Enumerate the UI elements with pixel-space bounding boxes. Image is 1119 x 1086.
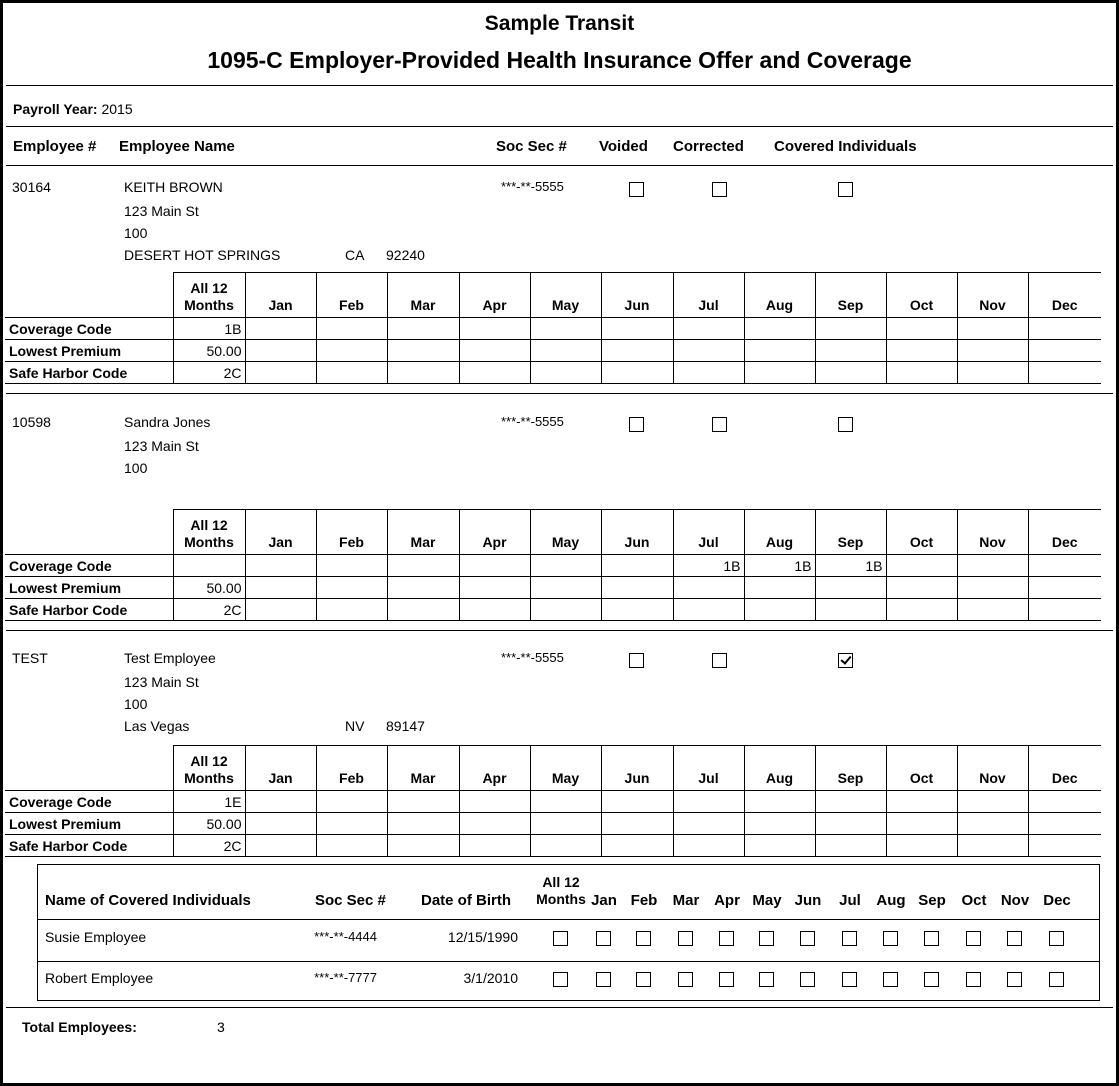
grid-header-month: Aug: [744, 746, 815, 791]
grid-header-month: Jul: [673, 510, 744, 555]
grid-cell-month: [387, 813, 459, 835]
voided-checkbox[interactable]: [629, 653, 644, 668]
grid-cell-month: [387, 318, 459, 340]
grid-header-month: Sep: [815, 746, 886, 791]
cov-month-checkbox[interactable]: [678, 972, 693, 987]
grid-cell-month: [673, 599, 744, 621]
employee-address2: 100: [124, 460, 148, 476]
grid-header-month: Mar: [387, 510, 459, 555]
grid-cell-month: [387, 340, 459, 362]
grid-cell-month: [316, 813, 387, 835]
grid-cell-month: [886, 835, 957, 857]
grid-header-month: Jun: [601, 510, 673, 555]
company-name: Sample Transit: [484, 12, 635, 35]
grid-cell-month: [1028, 340, 1101, 362]
grid-cell-month: [1028, 791, 1101, 813]
grid-header-month: Apr: [459, 510, 530, 555]
cov-header-month: Mar: [672, 892, 700, 909]
employee-name: KEITH BROWN: [124, 179, 223, 195]
grid-cell-month: [957, 599, 1028, 621]
cov-header-month: Apr: [714, 892, 740, 909]
grid-cell-month: [601, 599, 673, 621]
grid-cell-month: [601, 362, 673, 384]
payroll-year-row: [13, 101, 133, 117]
grid-cell-month: [459, 318, 530, 340]
col-header-employee-num: Employee #: [13, 138, 97, 155]
coverage-grid: [5, 745, 1101, 857]
grid-cell-all12: 1E: [173, 791, 245, 813]
grid-cell-month: [245, 340, 316, 362]
cov-month-checkbox[interactable]: [596, 972, 611, 987]
grid-cell-month: 1B: [673, 555, 744, 577]
employee-state: CA: [345, 247, 365, 263]
grid-header-month: May: [530, 510, 601, 555]
cov-month-checkbox[interactable]: [883, 972, 898, 987]
cov-month-checkbox[interactable]: [842, 972, 857, 987]
cov-individual-dob: 12/15/1990: [447, 929, 518, 945]
grid-header-month: Dec: [1028, 510, 1101, 555]
grid-cell-month: [744, 791, 815, 813]
grid-header-month: Dec: [1028, 746, 1101, 791]
employee-zip: 92240: [386, 247, 425, 263]
employee-divider: [6, 393, 1113, 394]
employee-ssn: ***-**-5555: [501, 414, 564, 429]
payroll-year-value: 2015: [101, 101, 133, 117]
report-title: 1095-C Employer-Provided Health Insurance Offer and Coverage: [207, 47, 912, 73]
grid-row-label: Coverage Code: [5, 791, 173, 813]
cov-individual-name: Susie Employee: [45, 929, 147, 945]
grid-header-month: Sep: [815, 273, 886, 318]
grid-header-all12-line2: Months: [184, 770, 234, 786]
cov-month-checkbox[interactable]: [800, 931, 815, 946]
grid-header-blank: [5, 273, 173, 318]
grid-row: [5, 835, 1101, 857]
cov-month-checkbox[interactable]: [636, 972, 651, 987]
grid-header-month: Jun: [601, 273, 673, 318]
grid-row-label: Lowest Premium: [5, 813, 173, 835]
grid-cell-month: [459, 362, 530, 384]
total-employees-value: 3: [217, 1019, 225, 1035]
cov-header-month: Sep: [918, 892, 946, 909]
employee-ssn: ***-**-5555: [501, 179, 564, 194]
voided-checkbox[interactable]: [629, 417, 644, 432]
grid-row: [5, 340, 1101, 362]
grid-cell-month: [1028, 835, 1101, 857]
grid-cell-month: [673, 318, 744, 340]
grid-header-month: Jul: [673, 273, 744, 318]
grid-cell-month: [459, 340, 530, 362]
grid-cell-month: [673, 791, 744, 813]
cov-month-checkbox[interactable]: [596, 931, 611, 946]
grid-header-month: Feb: [316, 273, 387, 318]
grid-row-label: Safe Harbor Code: [5, 362, 173, 384]
grid-cell-month: [530, 555, 601, 577]
grid-cell-month: [245, 555, 316, 577]
cov-header-month: Dec: [1043, 892, 1071, 909]
grid-row: [5, 791, 1101, 813]
cov-header-ssn: Soc Sec #: [315, 892, 386, 909]
grid-header-month: May: [530, 273, 601, 318]
grid-cell-month: [387, 791, 459, 813]
grid-cell-month: [601, 555, 673, 577]
grid-cell-month: [815, 340, 886, 362]
grid-cell-month: [886, 362, 957, 384]
cov-month-checkbox[interactable]: [719, 931, 734, 946]
covered-individuals-checkbox[interactable]: [838, 417, 853, 432]
grid-cell-month: [957, 340, 1028, 362]
grid-cell-month: [957, 362, 1028, 384]
total-employees-label: Total Employees:: [22, 1019, 137, 1035]
grid-cell-month: [245, 362, 316, 384]
grid-header-month: Aug: [744, 510, 815, 555]
totals-divider: [6, 1007, 1113, 1008]
cov-month-checkbox[interactable]: [842, 931, 857, 946]
grid-cell-month: [744, 813, 815, 835]
grid-header-all12-line1: All 12: [190, 517, 228, 533]
grid-cell-month: [245, 599, 316, 621]
corrected-checkbox[interactable]: [712, 182, 727, 197]
grid-cell-all12: 2C: [173, 835, 245, 857]
cov-header-month: May: [752, 892, 782, 909]
cov-month-checkbox[interactable]: [719, 972, 734, 987]
employee-number: 30164: [12, 179, 51, 195]
col-header-corrected: Corrected: [673, 138, 744, 155]
cov-header-month: Oct: [961, 892, 987, 909]
cov-month-checkbox[interactable]: [1007, 972, 1022, 987]
grid-cell-month: [815, 599, 886, 621]
grid-header-month: Aug: [744, 273, 815, 318]
employee-name: Test Employee: [124, 650, 216, 666]
cov-header-month: Aug: [876, 892, 906, 909]
grid-cell-month: [886, 318, 957, 340]
covered-individuals-checkbox[interactable]: [838, 653, 853, 668]
voided-checkbox[interactable]: [629, 182, 644, 197]
grid-header-month: Jan: [245, 273, 316, 318]
cov-month-checkbox[interactable]: [759, 931, 774, 946]
grid-cell-month: [387, 555, 459, 577]
coverage-grid: [5, 272, 1101, 384]
cov-header-month: Feb: [630, 892, 658, 909]
grid-cell-month: [316, 340, 387, 362]
cov-month-checkbox[interactable]: [924, 931, 939, 946]
grid-cell-month: [459, 835, 530, 857]
grid-cell-month: [886, 340, 957, 362]
grid-cell-month: [530, 791, 601, 813]
grid-header-month: Mar: [387, 746, 459, 791]
grid-row-label: Coverage Code: [5, 555, 173, 577]
grid-cell-month: [459, 555, 530, 577]
grid-header-month: Oct: [886, 746, 957, 791]
grid-header-month: Feb: [316, 746, 387, 791]
covered-individuals-checkbox[interactable]: [838, 182, 853, 197]
cov-all12-checkbox[interactable]: [553, 931, 568, 946]
grid-cell-month: [886, 791, 957, 813]
grid-header-month: Feb: [316, 510, 387, 555]
grid-row: [5, 318, 1101, 340]
grid-cell-month: [387, 577, 459, 599]
header-divider-top: [6, 126, 1113, 127]
grid-row-label: Coverage Code: [5, 318, 173, 340]
grid-cell-month: [316, 555, 387, 577]
cov-header-month: Jan: [591, 892, 617, 909]
employee-number: TEST: [12, 650, 48, 666]
grid-cell-month: [815, 362, 886, 384]
cov-month-checkbox[interactable]: [966, 931, 981, 946]
employee-address1: 123 Main St: [124, 203, 199, 219]
grid-cell-month: [316, 599, 387, 621]
grid-header-all12: [173, 510, 245, 555]
grid-header-row: [5, 273, 1101, 318]
cov-header-divider: [38, 919, 1099, 920]
grid-cell-month: [316, 362, 387, 384]
grid-cell-month: [1028, 555, 1101, 577]
employee-name: Sandra Jones: [124, 414, 211, 430]
grid-cell-month: [387, 599, 459, 621]
corrected-checkbox[interactable]: [712, 417, 727, 432]
grid-cell-all12: 50.00: [173, 577, 245, 599]
grid-cell-month: [601, 835, 673, 857]
cov-header-month: Jun: [794, 892, 822, 909]
grid-cell-month: [601, 791, 673, 813]
grid-cell-month: [744, 599, 815, 621]
grid-header-month: Jul: [673, 746, 744, 791]
grid-cell-month: [886, 577, 957, 599]
cov-individual-ssn: ***-**-4444: [314, 929, 377, 944]
grid-cell-month: [886, 599, 957, 621]
grid-cell-all12: 1B: [173, 318, 245, 340]
grid-cell-all12: 50.00: [173, 340, 245, 362]
grid-header-month: Nov: [957, 273, 1028, 318]
grid-cell-month: [316, 577, 387, 599]
grid-cell-month: [530, 599, 601, 621]
employee-zip: 89147: [386, 718, 425, 734]
cov-month-checkbox[interactable]: [678, 931, 693, 946]
cov-month-checkbox[interactable]: [759, 972, 774, 987]
grid-header-blank: [5, 510, 173, 555]
grid-cell-month: [744, 835, 815, 857]
grid-cell-month: [530, 318, 601, 340]
col-header-covered-individuals: Covered Individuals: [774, 138, 917, 155]
employee-city: Las Vegas: [124, 718, 190, 734]
payroll-year-label: Payroll Year:: [13, 101, 98, 117]
grid-header-row: [5, 510, 1101, 555]
grid-header-month: Oct: [886, 273, 957, 318]
grid-cell-month: [316, 318, 387, 340]
grid-cell-month: [673, 362, 744, 384]
cov-header-name: Name of Covered Individuals: [45, 892, 251, 909]
employee-address2: 100: [124, 696, 148, 712]
grid-row: [5, 577, 1101, 599]
grid-header-blank: [5, 746, 173, 791]
grid-cell-month: [530, 813, 601, 835]
grid-cell-month: [1028, 813, 1101, 835]
title-divider: [6, 85, 1113, 86]
employee-city: DESERT HOT SPRINGS: [124, 247, 281, 263]
grid-cell-month: [673, 813, 744, 835]
grid-cell-month: [957, 318, 1028, 340]
grid-header-month: Oct: [886, 510, 957, 555]
cov-month-checkbox[interactable]: [800, 972, 815, 987]
grid-header-all12-line2: Months: [184, 534, 234, 550]
grid-cell-month: [886, 813, 957, 835]
grid-cell-all12: 2C: [173, 362, 245, 384]
grid-cell-month: [601, 318, 673, 340]
cov-month-checkbox[interactable]: [924, 972, 939, 987]
grid-cell-month: [957, 813, 1028, 835]
grid-cell-month: [459, 599, 530, 621]
cov-month-checkbox[interactable]: [883, 931, 898, 946]
grid-cell-month: [245, 835, 316, 857]
grid-header-month: Nov: [957, 510, 1028, 555]
grid-header-month: Jun: [601, 746, 673, 791]
grid-cell-month: [245, 318, 316, 340]
grid-cell-month: [530, 340, 601, 362]
cov-month-checkbox[interactable]: [966, 972, 981, 987]
grid-cell-month: [316, 835, 387, 857]
grid-cell-month: [387, 835, 459, 857]
cov-month-checkbox[interactable]: [1049, 972, 1064, 987]
grid-cell-month: [957, 577, 1028, 599]
grid-cell-month: [815, 835, 886, 857]
grid-cell-month: [601, 813, 673, 835]
grid-cell-month: [459, 577, 530, 599]
grid-header-all12-line2: Months: [184, 297, 234, 313]
grid-cell-month: [601, 340, 673, 362]
grid-cell-month: [815, 791, 886, 813]
cov-header-all12-line2: Months: [536, 891, 586, 907]
cov-individual-name: Robert Employee: [45, 970, 154, 986]
employee-address1: 123 Main St: [124, 674, 199, 690]
grid-row-label: Safe Harbor Code: [5, 835, 173, 857]
cov-header-month: Jul: [839, 892, 861, 909]
grid-cell-month: [459, 791, 530, 813]
grid-header-month: Dec: [1028, 273, 1101, 318]
grid-header-all12: [173, 746, 245, 791]
employee-address2: 100: [124, 225, 148, 241]
cov-month-checkbox[interactable]: [1007, 931, 1022, 946]
cov-header-dob: Date of Birth: [421, 892, 511, 909]
header-divider-bottom: [6, 165, 1113, 166]
grid-cell-all12: [173, 555, 245, 577]
cov-month-checkbox[interactable]: [636, 931, 651, 946]
grid-cell-month: [1028, 577, 1101, 599]
grid-row-label: Lowest Premium: [5, 340, 173, 362]
grid-cell-month: [957, 835, 1028, 857]
grid-cell-month: [815, 318, 886, 340]
grid-header-month: Sep: [815, 510, 886, 555]
grid-cell-month: [744, 362, 815, 384]
grid-cell-month: [530, 362, 601, 384]
grid-header-row: [5, 746, 1101, 791]
grid-cell-month: [957, 555, 1028, 577]
cov-individual-dob: 3/1/2010: [463, 970, 518, 986]
grid-cell-month: 1B: [815, 555, 886, 577]
grid-row: [5, 362, 1101, 384]
grid-cell-month: [815, 813, 886, 835]
grid-cell-month: [459, 813, 530, 835]
grid-cell-month: [673, 835, 744, 857]
grid-cell-month: [886, 555, 957, 577]
grid-cell-month: [673, 577, 744, 599]
grid-cell-month: [744, 340, 815, 362]
covered-individuals-box: [37, 864, 1100, 1001]
employee-divider: [6, 630, 1113, 631]
grid-cell-month: [1028, 599, 1101, 621]
grid-row: [5, 599, 1101, 621]
grid-header-month: Jan: [245, 746, 316, 791]
grid-cell-month: [601, 577, 673, 599]
grid-cell-month: [316, 791, 387, 813]
grid-header-all12-line1: All 12: [190, 280, 228, 296]
employee-address1: 123 Main St: [124, 438, 199, 454]
grid-cell-month: [673, 340, 744, 362]
col-header-ssn: Soc Sec #: [496, 138, 567, 155]
employee-number: 10598: [12, 414, 51, 430]
grid-cell-month: [530, 577, 601, 599]
cov-all12-checkbox[interactable]: [553, 972, 568, 987]
grid-cell-month: 1B: [744, 555, 815, 577]
cov-row-divider: [38, 961, 1099, 962]
cov-month-checkbox[interactable]: [1049, 931, 1064, 946]
employee-ssn: ***-**-5555: [501, 650, 564, 665]
grid-header-month: Apr: [459, 746, 530, 791]
cov-header-month: Nov: [1000, 892, 1030, 909]
grid-cell-month: [245, 813, 316, 835]
grid-cell-month: [245, 577, 316, 599]
grid-cell-month: [815, 577, 886, 599]
grid-header-month: Mar: [387, 273, 459, 318]
corrected-checkbox[interactable]: [712, 653, 727, 668]
grid-cell-month: [744, 318, 815, 340]
grid-header-month: Apr: [459, 273, 530, 318]
grid-header-month: Nov: [957, 746, 1028, 791]
grid-row-label: Lowest Premium: [5, 577, 173, 599]
grid-cell-month: [744, 577, 815, 599]
grid-cell-all12: 2C: [173, 599, 245, 621]
grid-header-month: May: [530, 746, 601, 791]
grid-cell-month: [1028, 318, 1101, 340]
grid-header-all12-line1: All 12: [190, 753, 228, 769]
grid-cell-month: [957, 791, 1028, 813]
grid-cell-month: [530, 835, 601, 857]
grid-cell-month: [245, 791, 316, 813]
col-header-employee-name: Employee Name: [119, 138, 235, 155]
grid-row: [5, 813, 1101, 835]
grid-row: [5, 555, 1101, 577]
grid-cell-all12: 50.00: [173, 813, 245, 835]
cov-header-all12-line1: All 12: [542, 874, 580, 890]
grid-row-label: Safe Harbor Code: [5, 599, 173, 621]
col-header-voided: Voided: [599, 138, 648, 155]
employee-state: NV: [345, 718, 365, 734]
coverage-grid: [5, 509, 1101, 621]
cov-individual-ssn: ***-**-7777: [314, 970, 377, 985]
grid-cell-month: [1028, 362, 1101, 384]
grid-cell-month: [387, 362, 459, 384]
grid-header-all12: [173, 273, 245, 318]
grid-header-month: Jan: [245, 510, 316, 555]
